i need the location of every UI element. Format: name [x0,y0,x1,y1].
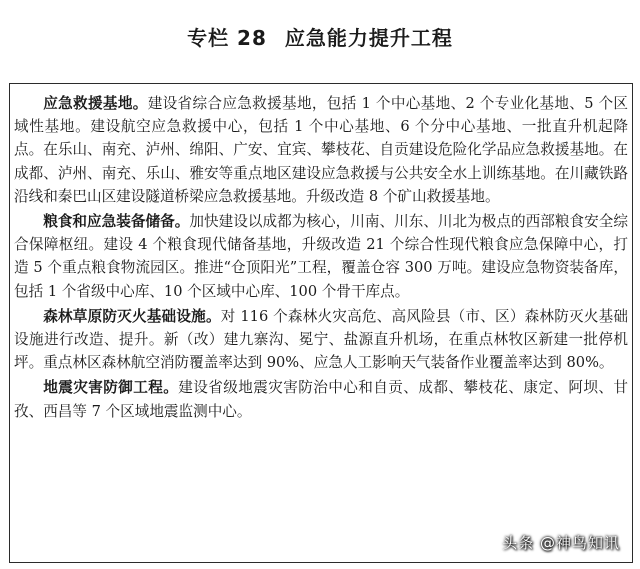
column-heading: 应急能力提升工程 [284,26,453,50]
section-body: 建设省级地震灾害防治中心和自贡、成都、攀枝花、康定、阿坝、甘孜、西昌等 7 个区域地震监测中心。 [14,379,628,420]
section-emergency-rescue-base [14,92,628,208]
section-body: 对 116 个森林火灾高危、高风险县（市、区）森林防灭火基础设施进行改造、提升。新（改）建九寨沟、冕宁、盐源直升机场，在重点林牧区新建一批停机坪。重点林区森林航空消防覆盖率达到 90%、应急人工影响天气装备作业覆盖率达到 80%。 [14,307,628,372]
content-body [14,92,628,423]
column-number: 专栏 28 [187,26,267,50]
section-lead: 粮食和应急装备储备。 [43,213,190,231]
section-lead: 应急救援基地。 [43,95,148,112]
section-body: 建设省综合应急救援基地，包括 1 个中心基地、2 个专业化基地、5 个区域性基地。建设航空应急救援中心，包括 1 个中心基地、6 个分中心基地、一批直升机起降点。在乐山、南充、泸州、绵阳、广安、宜宾、攀枝花、自贡建设危险化学品应急救援基地。在成都、泸州、南充、乐山、雅安等重点地区建设应急救援与公共安全水上训练基地。在川藏铁路沿线和秦巴山区建设隧道桥梁应急救援基地。升级改造 8 个矿山救援基地。 [14,95,628,205]
section-grain-equipment-reserve [14,210,628,303]
watermark: 头条 @神鸟知讯 [502,534,620,552]
section-body: 加快建设以成都为核心，川南、川东、川北为极点的西部粮食安全综合保障枢纽。建设 4 个粮食现代储备基地，升级改造 21 个综合性现代粮食应急保障中心，打造 5 个重点粮食物流园区。推进“仓顶阳光”工程，覆盖仓容 300 万吨。建设应急物资装备库，包括 1 个省级中心库、10 个区域中心库、100 个骨干库点。 [14,213,628,300]
section-lead: 森林草原防灭火基础设施。 [43,307,221,325]
section-earthquake-defense [14,376,628,422]
section-lead: 地震灾害防御工程。 [43,379,179,397]
section-forest-fire-infrastructure [14,305,628,375]
column-title [0,26,640,50]
